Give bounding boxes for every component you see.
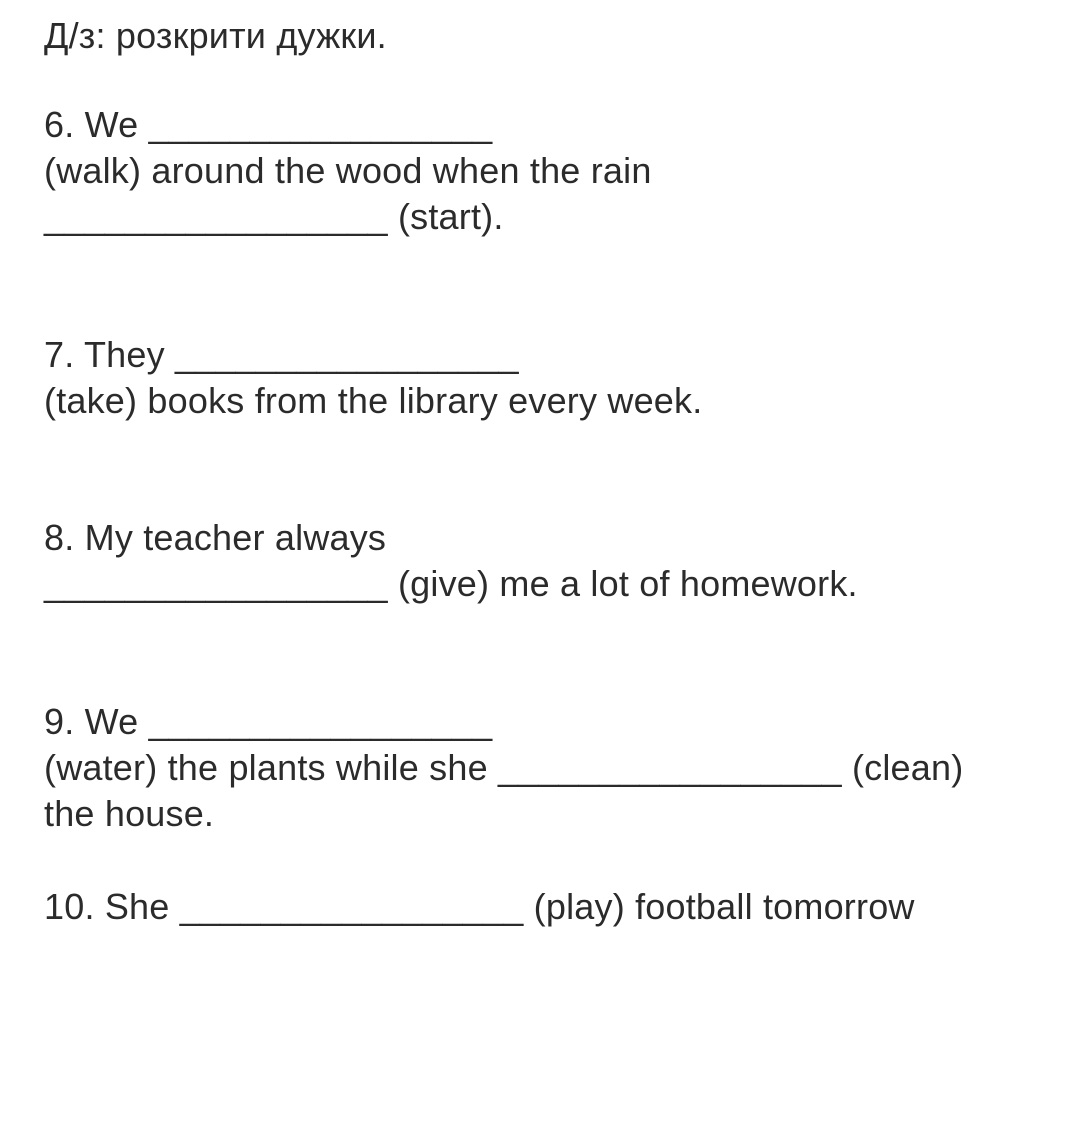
homework-instruction: Д/з: розкрити дужки.: [44, 15, 387, 56]
exercise-6-line-2: (walk) around the wood when the rain: [44, 150, 652, 191]
exercise-9-line-3: the house.: [44, 793, 215, 834]
exercise-6-line-1: 6. We _________________: [44, 104, 493, 145]
exercise-9-line-1: 9. We _________________: [44, 701, 493, 742]
exercise-6-line-3: _________________ (start).: [44, 196, 504, 237]
exercise-10-line-1: 10. She _________________ (play) football tomorrow: [44, 886, 915, 927]
exercise-8-line-1: 8. My teacher always: [44, 517, 387, 558]
exercise-7-line-1: 7. They _________________: [44, 334, 519, 375]
exercise-9-line-2: (water) the plants while she _________________ (clean): [44, 747, 964, 788]
exercise-7-line-2: (take) books from the library every week.: [44, 380, 703, 421]
exercise-8-line-2: _________________ (give) me a lot of homework.: [44, 563, 858, 604]
